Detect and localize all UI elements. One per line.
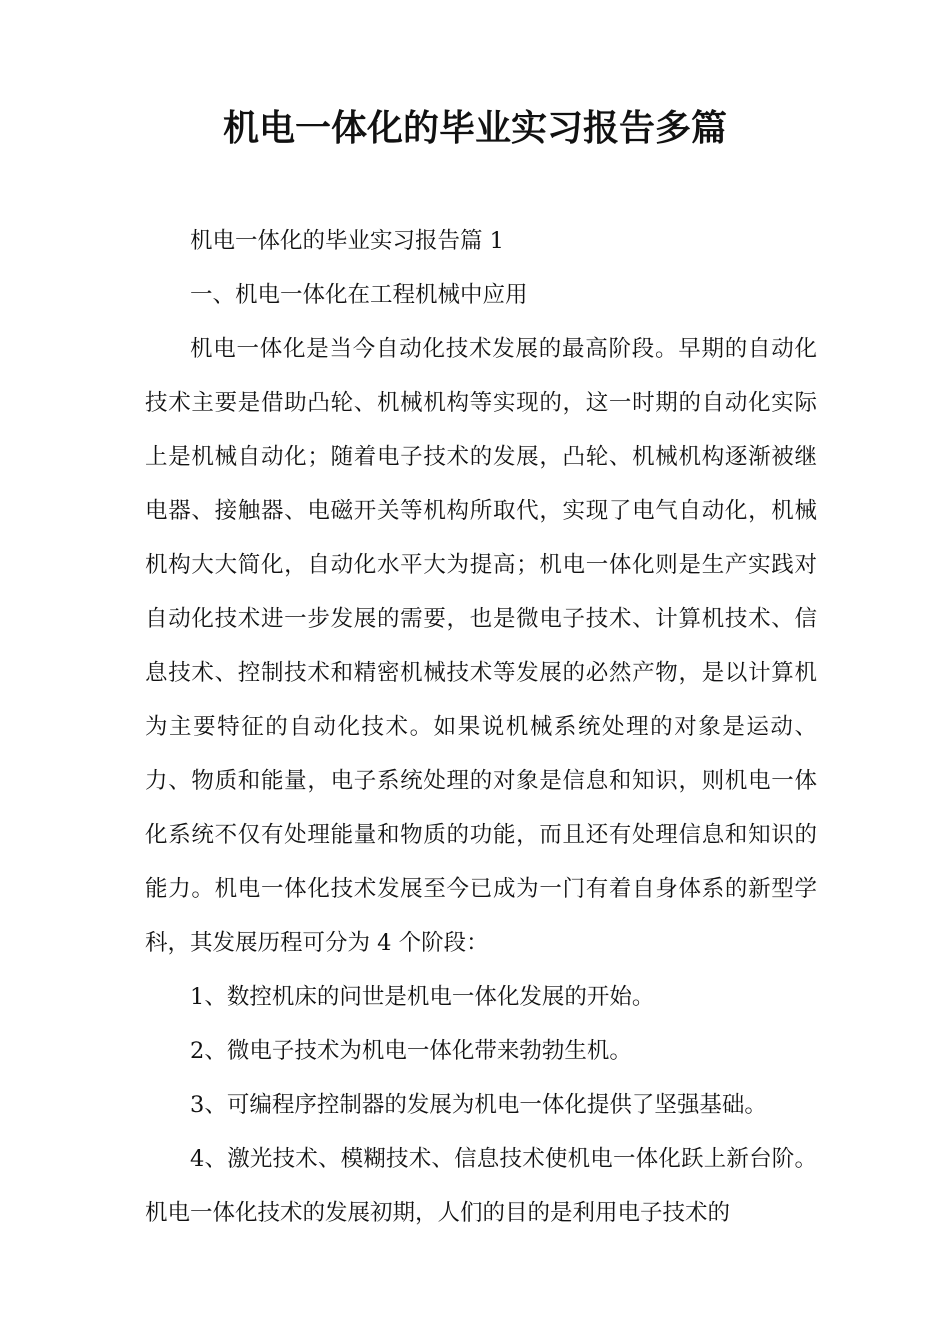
list-item-2: 2、微电子技术为机电一体化带来勃勃生机。 [190,1038,632,1064]
section-heading: 机电一体化的毕业实习报告篇 1 [190,228,504,254]
list-item-1: 1、数控机床的问世是机电一体化发展的开始。 [190,984,655,1010]
document-body [145,214,817,1240]
list-item-4: 4、激光技术、模糊技术、信息技术使机电一体化跃上新台阶。机电一体化技术的发展初期，人们的目的是利用电子技术的 [145,1146,817,1226]
body-paragraph: 机电一体化是当今自动化技术发展的最高阶段。早期的自动化技术主要是借助凸轮、机械机构等实现的，这一时期的自动化实际上是机械自动化；随着电子技术的发展，凸轮、机械机构逐渐被继电器、接触器、电磁开关等机构所取代，实现了电气自动化，机械机构大大简化，自动化水平大为提高；机电一体化则是生产实践对自动化技术进一步发展的需要，也是微电子技术、计算机技术、信息技术、控制技术和精密机械技术等发展的必然产物，是以计算机为主要特征的自动化技术。如果说机械系统处理的对象是运动、力、物质和能量，电子系统处理的对象是信息和知识，则机电一体化系统不仅有处理能量和物质的功能，而且还有处理信息和知识的能力。机电一体化技术发展至今已成为一门有着自身体系的新型学科，其发展历程可分为 4 个阶段： [145,336,817,956]
document-title: 机电一体化的毕业实习报告多篇 [222,108,727,149]
list-item-3: 3、可编程序控制器的发展为机电一体化提供了坚强基础。 [190,1092,767,1118]
subsection-heading: 一、机电一体化在工程机械中应用 [190,282,528,308]
